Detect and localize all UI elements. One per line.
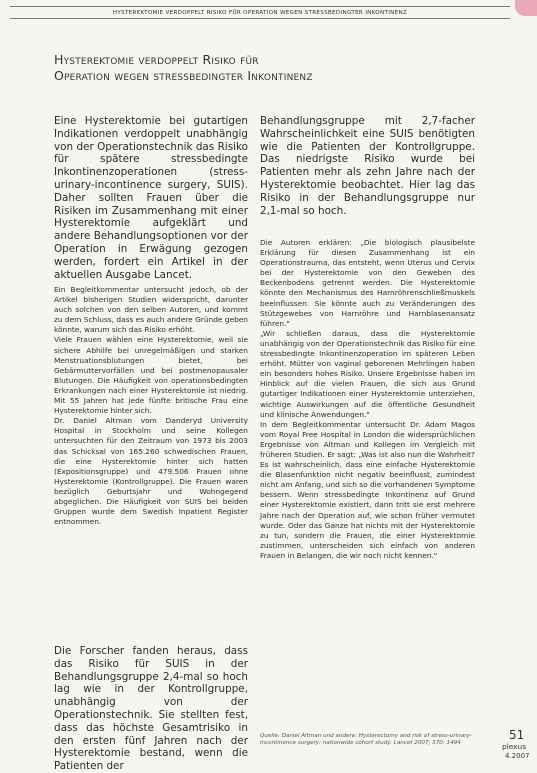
article-title (54, 52, 384, 84)
page-corner-tab (515, 0, 537, 16)
body-paragraph: Ein Begleitkommentar untersucht jedoch, ob der Artikel bisherigen Studien widerspricht, darunter auch solchen von den selben Autoren, und kommt zu dem Schluss, dass es auch andere Gründe geben könnte, warum sich das Risiko erhöht. (54, 285, 248, 335)
right-column-body (260, 238, 475, 561)
body-paragraph: Viele Frauen wählen eine Hysterektomie, weil sie sichere Abhilfe bei unregelmäßigen und starken Menstruationsblutungen bietet, bei Gebärmuttervorfällen und bei postmenopausaler Blutungen. Die Häufigkeit von operationsbedingten Erkrankungen nach einer Hysterektomie ist niedrig. Mit 55 Jahren hat jede fünfte britische Frau eine Hysterektomie hinter sich. (54, 335, 248, 416)
left-bottom-paragraph (54, 645, 248, 773)
left-bottom-paragraph-text: Die Forscher fanden heraus, dass das Risiko für SUIS in der Behandlungsgruppe 2,4-mal so hoch lag wie in der Kontrollgruppe, unabhängig von der Operationstechnik. Sie stellten fest, dass das höchste Gesamtrisiko in den ersten fünf Jahren nach der Hysterektomie bestand, wenn die Patienten der (54, 645, 248, 773)
article-title-line-2: Operation wegen stressbedingter Inkontinenz (54, 68, 313, 83)
body-paragraph: „Wir schließen daraus, dass die Hysterektomie unabhängig von der Operationstechnik das Risiko für eine stressbedingte Inkontinenzoperation im späteren Leben erhöht. Mütter von vaginal geborenen Mehrlingen haben ein besonders hohes Risiko. Unsere Ergebnisse haben im Hinblick auf die vielen Frauen, die sich aus Grund gutartiger Indikationen einer Hysterektomie unterziehen, wichtige Auswirkungen auf die öffentliche Gesundheit und klinische Anwendungen." (260, 328, 475, 419)
issue-date: 4.2007 (505, 752, 530, 760)
page-number: 51 (509, 728, 525, 742)
magazine-name: plexus (502, 742, 527, 751)
right-top-paragraph-text: Behandlungsgruppe mit 2,7-facher Wahrscheinlichkeit eine SUIS benötigten wie die Patienten der Kontrollgruppe. Das niedrigste Risiko wurde bei Patienten mehr als zehn Jahre nach der Hysterektomie beobachtet. Hier lag das Risiko in der Behandlungsgruppe nur 2,1-mal so hoch. (260, 115, 475, 217)
right-top-paragraph (260, 115, 475, 217)
body-paragraph: Dr. Daniel Altman vom Danderyd University Hospital in Stockholm und seine Kollegen untersuchten für den Zeitraum von 1973 bis 2003 das Schicksal von 165.260 schwedischen Frauen, die eine Hysterektomie hinter sich hatten (Expositionsgruppe) und 479.506 Frauen ohne Hysterektomie (Kontrollgruppe). Die Frauen waren bezüglich Geburtsjahr und Wohngegend abgeglichen. Die Häufigkeit von SUIS bei beiden Gruppen wurde dem Swedish Inpatient Register entnommen. (54, 416, 248, 527)
lead-paragraph (54, 115, 248, 281)
body-paragraph: In dem Begleitkommentar untersucht Dr. Adam Magos vom Royal Free Hospital in London die widersprüchlichen Ergebnisse von Altman und Kollegen im Vergleich mit früheren Studien. Er sagt: „Was ist also nun die Wahrheit? Es ist wahrscheinlich, dass eine einfache Hysterektomie die Blasenfunktion nicht negativ beeinflusst, zumindest nicht am Anfang, und sich so die vorhandenen Symptome bessern. Wenn stressbedingte Inkontinenz auf Grund einer Hysterektomie existiert, dann tritt sie erst mehrere Jahre nach der Operation auf, wie schon früher vermutet wurde. Oder das Ganze hat nichts mit der Hysterektomie zu tun, sondern die Frauen, die einer Hysterektomie zustimmen, unterscheiden sich einfach von anderen Frauen in Belangen, die wir noch nicht kennen." (260, 419, 475, 560)
lead-paragraph-text: Eine Hysterektomie bei gutartigen Indikationen verdoppelt unabhängig von der Operationstechnik das Risiko für spätere stressbedingte Inkontinenzoperationen (stress-urinary-incontinence surgery, SUIS). Daher sollten Frauen über die Risiken im Zusammenhang mit einer Hysterektomie aufgeklärt und andere Behandlungsoptionen vor der Operation in Erwägung gezogen werden, fordert ein Artikel in der aktuellen Ausgabe Lancet. (54, 115, 248, 281)
article-title-line-1: Hysterektomie verdoppelt Risiko für (54, 52, 259, 67)
source-citation: Quelle: Daniel Altman und andere: Hysterectomy and risk of stress-urinary-incontinence surgery: nationwide cohort study. Lancet 2007; 370: 1494 (260, 733, 472, 747)
running-header-title: HYSTEREKTOMIE VERDOPPELT RISIKO FÜR OPERATION WEGEN STRESSBEDINGTER INKONTINENZ (112, 9, 408, 16)
running-header (10, 6, 510, 19)
body-paragraph: Die Autoren erklären: „Die biologisch plausibelste Erklärung für diesen Zusammenhang ist ein Operationstrauma, das entsteht, wenn Uterus und Cervix bei der Hysterektomie von den Geweben des Beckenbodens getrennt werden. Die Hysterektomie könnte den Mechanismus des Harnröhrenschließmuskels beeinflussen. Sie könnte auch zu Veränderungen des Stützgewebes von Harnröhre und Harnblasenansatz führen." (260, 238, 475, 328)
left-column-body (54, 285, 248, 527)
